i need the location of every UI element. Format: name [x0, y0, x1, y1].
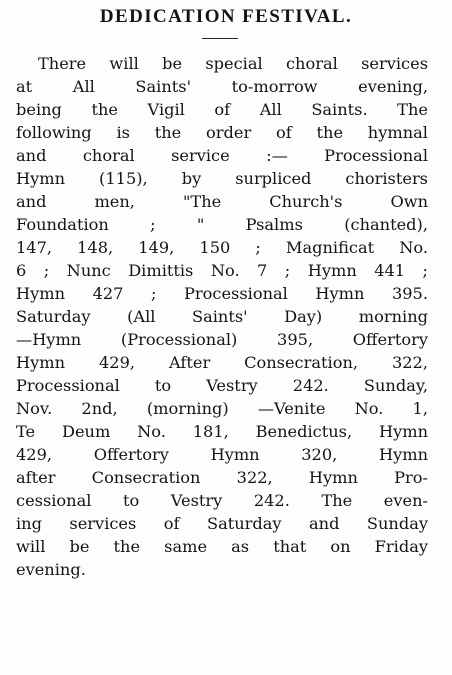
body-line: at All Saints' to-morrow evening, — [16, 77, 428, 96]
body-line: Foundation ; " Psalms (chanted), — [16, 215, 428, 234]
body-line: —Hymn (Processional) 395, Offertory — [16, 330, 428, 349]
body-line: Saturday (All Saints' Day) morning — [16, 307, 428, 326]
body-line: evening. — [16, 560, 86, 579]
headline-rule — [202, 38, 238, 39]
body-line: Hymn 429, After Consecration, 322, — [16, 353, 428, 372]
body-line: 429, Offertory Hymn 320, Hymn — [16, 445, 428, 464]
body-line: 147, 148, 149, 150 ; Magnificat No. — [16, 238, 428, 257]
article-body — [16, 52, 428, 581]
body-line: and men, "The Church's Own — [16, 192, 428, 211]
body-line: Te Deum No. 181, Benedictus, Hymn — [16, 422, 428, 441]
headline: DEDICATION FESTIVAL. — [99, 6, 353, 27]
body-line: cessional to Vestry 242. The even- — [16, 491, 428, 510]
body-line: and choral service :— Processional — [16, 146, 428, 165]
body-line: being the Vigil of All Saints. The — [16, 100, 428, 119]
body-line: Hymn (115), by surpliced choristers — [16, 169, 428, 188]
body-line: Hymn 427 ; Processional Hymn 395. — [16, 284, 428, 303]
body-line: will be the same as that on Friday — [16, 537, 428, 556]
body-line: There will be special choral services — [38, 54, 428, 73]
body-line: Processional to Vestry 242. Sunday, — [16, 376, 428, 395]
body-line: Nov. 2nd, (morning) —Venite No. 1, — [16, 399, 428, 418]
body-line: after Consecration 322, Hymn Pro- — [16, 468, 428, 487]
body-line: following is the order of the hymnal — [16, 123, 428, 142]
body-line: 6 ; Nunc Dimittis No. 7 ; Hymn 441 ; — [16, 261, 428, 280]
body-line: ing services of Saturday and Sunday — [16, 514, 428, 533]
